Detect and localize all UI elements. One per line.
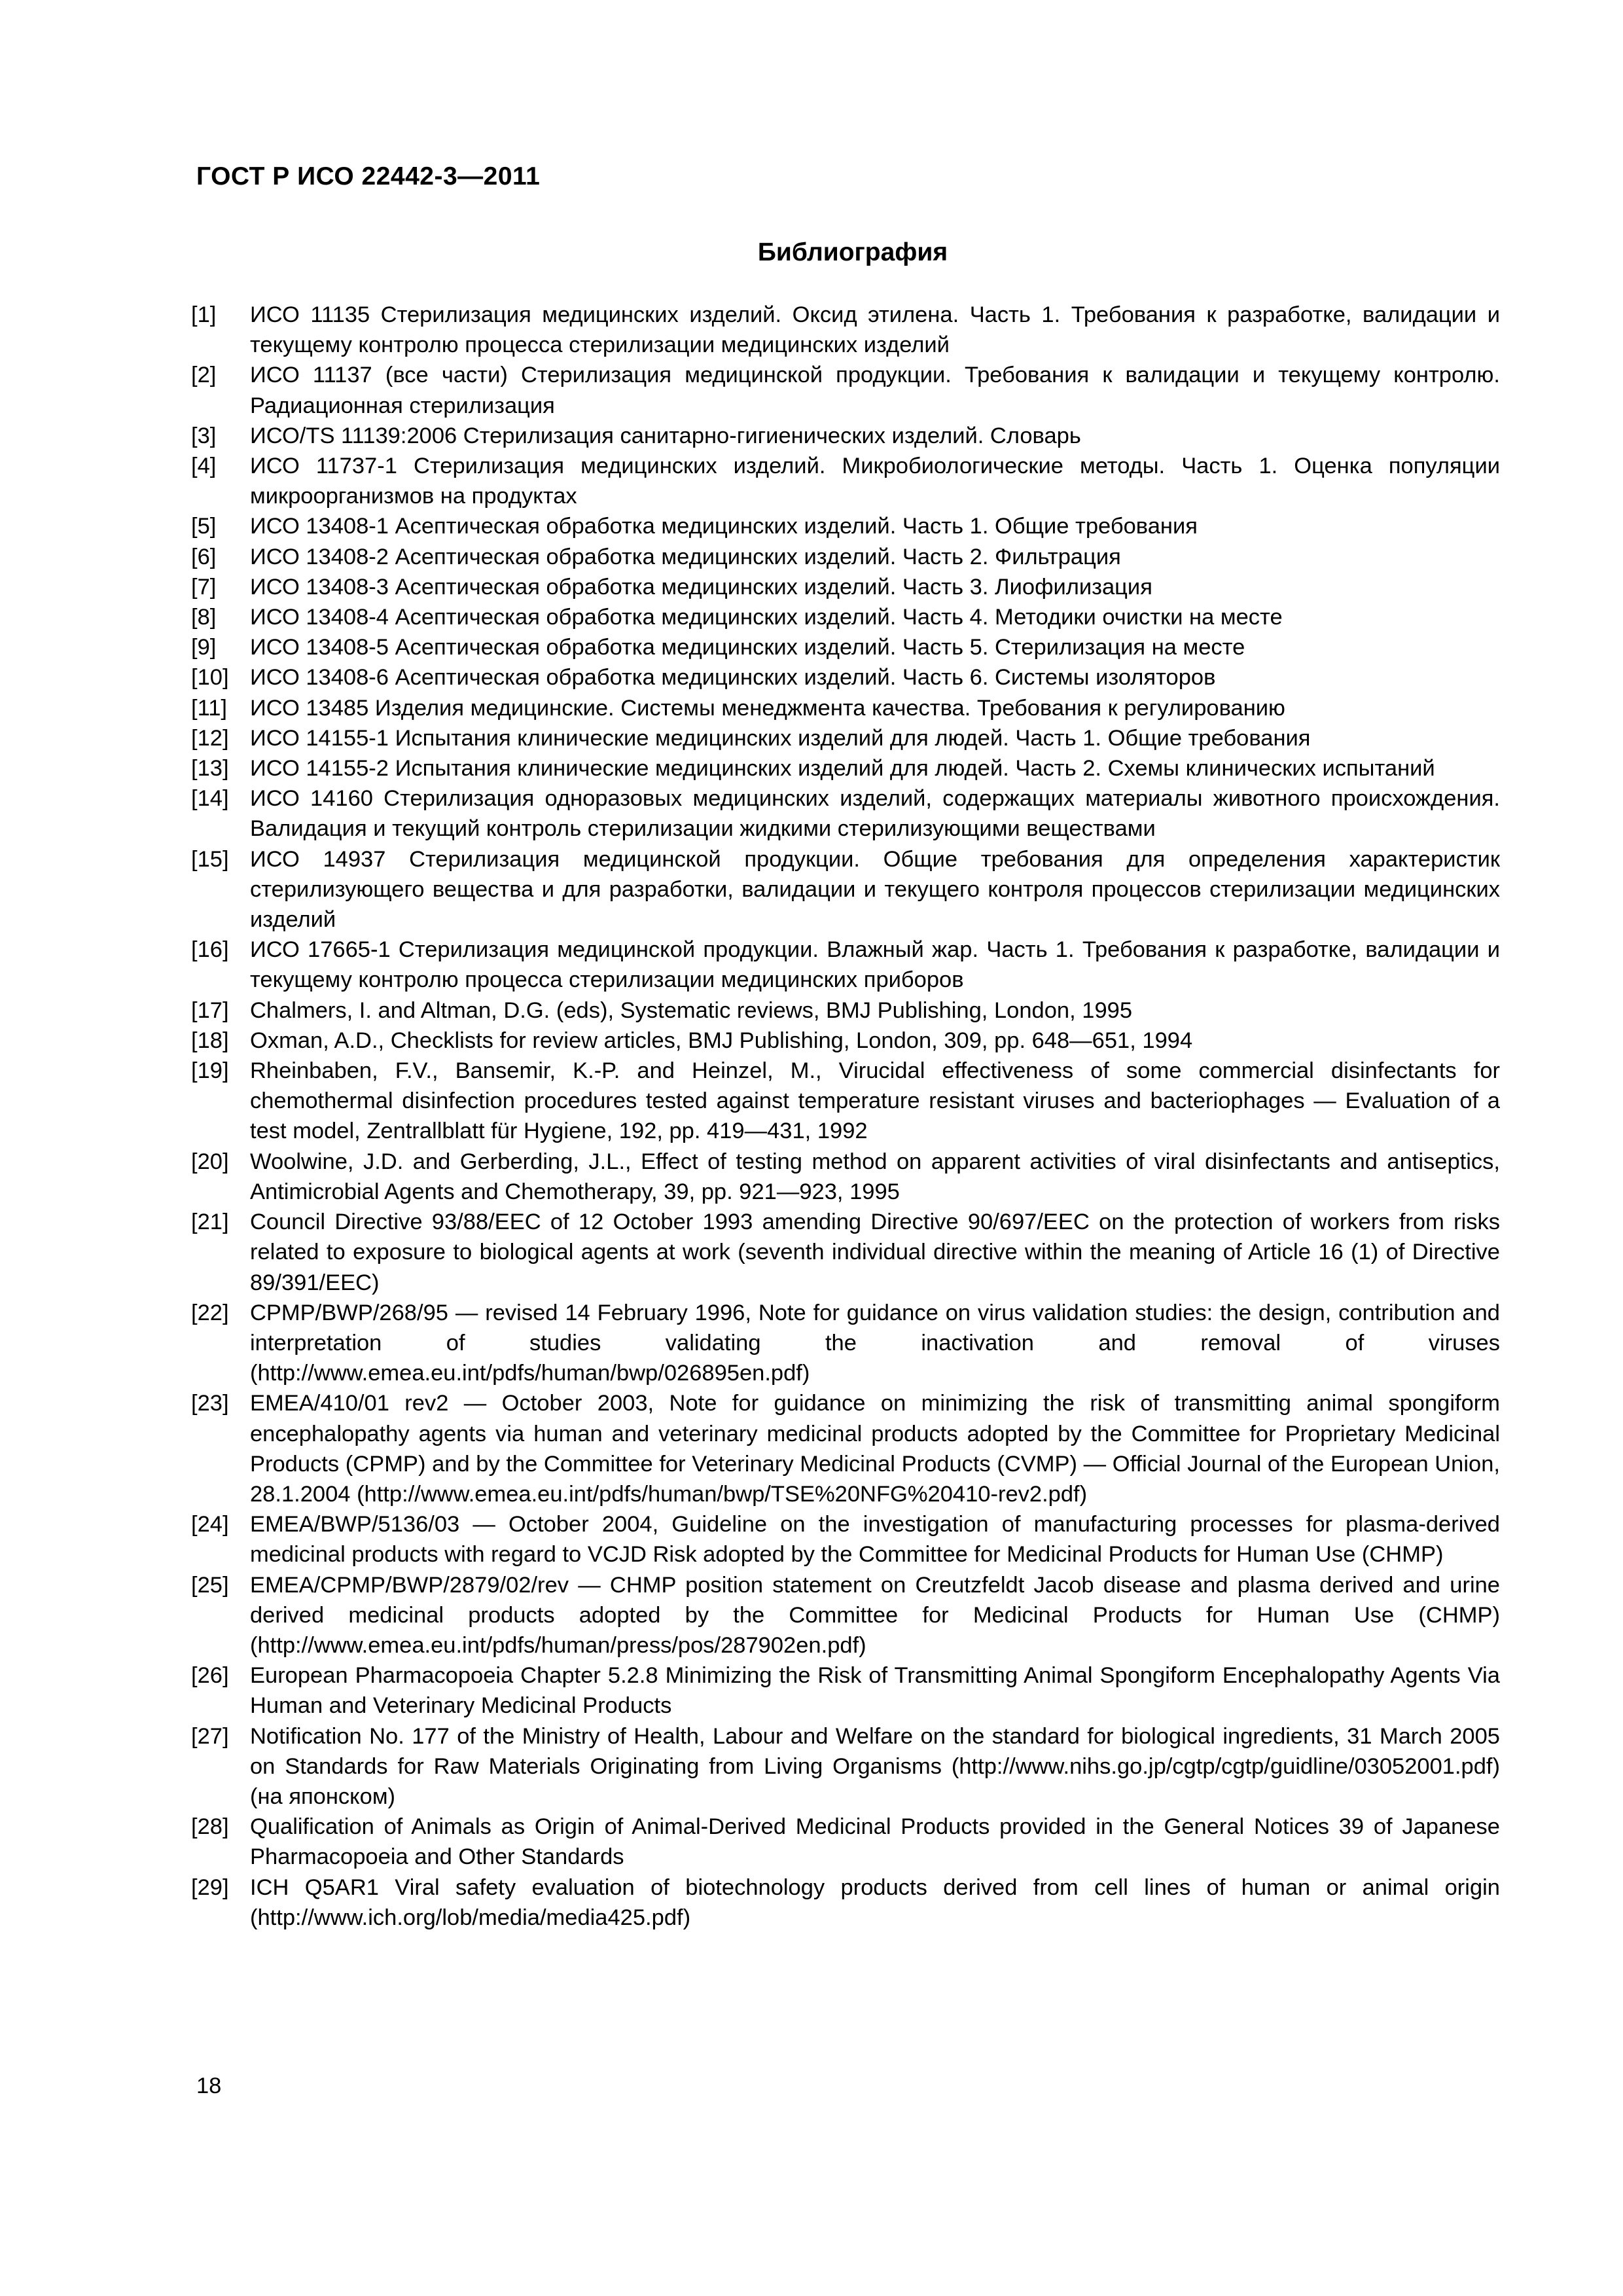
reference-text: ИСО 13485 Изделия медицинские. Системы менеджмента качества. Требования к регулированию	[250, 695, 1285, 721]
reference-number: [8]	[191, 605, 217, 630]
reference-text: ИСО 14937 Стерилизация медицинской продукции. Общие требования для определения характеристик стерилизующего вещества и для разработки, валидации и текущего контроля процессов стерилизации медицинских изделий	[250, 846, 1500, 933]
reference-text: ИСО 13408-5 Асептическая обработка медицинских изделий. Часть 5. Стерилизация на месте	[250, 635, 1245, 660]
reference-number: [17]	[191, 997, 229, 1023]
list-item	[191, 1721, 1500, 1812]
reference-number: [11]	[191, 695, 227, 721]
reference-number: [2]	[191, 363, 217, 388]
reference-number: [22]	[191, 1300, 229, 1325]
list-item	[191, 693, 1500, 723]
list-item	[191, 1147, 1500, 1207]
reference-number: [29]	[191, 1874, 229, 1900]
reference-text: CPMP/BWP/268/95 — revised 14 February 1996, Note for guidance on virus validation studies: the design, contribution and interpretation of studies validating the inactivation and removal of viruses (http://www.emea.eu.int/pdfs/human/bwp/026895en.pdf)	[250, 1300, 1500, 1386]
reference-number: [21]	[191, 1210, 229, 1235]
reference-number: [26]	[191, 1663, 229, 1689]
reference-text: Council Directive 93/88/EEC of 12 October 1993 amending Directive 90/697/EEC on the protection of workers from risks related to exposure to biological agents at work (seventh individual directive within the meaning of Article 16 (1) of Directive 89/391/EEC)	[250, 1210, 1500, 1295]
list-item	[191, 935, 1500, 995]
reference-text: Notification No. 177 of the Ministry of Health, Labour and Welfare on the standard for biological ingredients, 31 March 2005 on Standards for Raw Materials Originating from Living Organisms (http://www.nihs.go.jp/cgtp/cgtp/guidline/03052001.pdf) (на японском)	[250, 1723, 1500, 1809]
section-title	[0, 238, 1623, 267]
list-item	[191, 300, 1500, 360]
reference-number: [23]	[191, 1391, 229, 1416]
reference-text: ИСО 13408-6 Асептическая обработка медицинских изделий. Часть 6. Системы изоляторов	[250, 665, 1216, 691]
reference-text: ИСО 13408-4 Асептическая обработка медицинских изделий. Часть 4. Методики очистки на месте	[250, 605, 1283, 630]
reference-text: Woolwine, J.D. and Gerberding, J.L., Effect of testing method on apparent activities of viral disinfectants and antiseptics, Antimicrobial Agents and Chemotherapy, 39, pp. 921—923, 1995	[250, 1149, 1500, 1204]
reference-text: European Pharmacopoeia Chapter 5.2.8 Minimizing the Risk of Transmitting Animal Spongiform Encephalopathy Agents Via Human and Veterinary Medicinal Products	[250, 1663, 1500, 1719]
reference-number: [20]	[191, 1149, 229, 1174]
reference-text: ИСО 11135 Стерилизация медицинских изделий. Оксид этилена. Часть 1. Требования к разработке, валидации и текущему контролю процесса стерилизации медицинских изделий	[250, 302, 1500, 358]
reference-text: Chalmers, I. and Altman, D.G. (eds), Systematic reviews, BMJ Publishing, London, 1995	[250, 997, 1133, 1023]
reference-text: EMEA/410/01 rev2 — October 2003, Note for guidance on minimizing the risk of transmitting animal spongiform encephalopathy agents via human and veterinary medicinal products adopted by the Committee for Proprietary Medicinal Products (CPMP) and by the Committee for Veterinary Medicinal Products (CVMP) — Official Journal of the European Union, 28.1.2004 (http://www.emea.eu.int/pdfs/human/bwp/TSE%20NFG%20410-rev2.pdf)	[250, 1391, 1500, 1507]
reference-number: [6]	[191, 544, 217, 569]
reference-text: Qualification of Animals as Origin of Animal-Derived Medicinal Products provided in the General Notices 39 of Japanese Pharmacopoeia and Other Standards	[250, 1814, 1500, 1870]
list-item	[191, 662, 1500, 692]
reference-number: [28]	[191, 1814, 229, 1840]
reference-text: ИСО 11137 (все части) Стерилизация медицинской продукции. Требования к валидации и текущему контролю. Радиационная стерилизация	[250, 363, 1500, 418]
reference-text: ИСО 14155-2 Испытания клинические медицинских изделий для людей. Часть 2. Схемы клинических испытаний	[250, 756, 1435, 781]
list-item	[191, 1056, 1500, 1147]
list-item	[191, 1298, 1500, 1389]
reference-number: [9]	[191, 635, 217, 660]
page-number: 18	[196, 2073, 222, 2098]
reference-number: [14]	[191, 786, 229, 812]
list-item	[191, 572, 1500, 602]
reference-text: ИСО 17665-1 Стерилизация медицинской продукции. Влажный жар. Часть 1. Требования к разработке, валидации и текущему контролю процесса стерилизации медицинских приборов	[250, 937, 1500, 993]
reference-text: ИСО 11737-1 Стерилизация медицинских изделий. Микробиологические методы. Часть 1. Оценка популяции микроорганизмов на продуктах	[250, 454, 1500, 509]
list-item	[191, 1026, 1500, 1056]
list-item	[191, 1509, 1500, 1570]
reference-number: [15]	[191, 846, 229, 872]
reference-number: [16]	[191, 937, 229, 963]
reference-text: ИСО 13408-2 Асептическая обработка медицинских изделий. Часть 2. Фильтрация	[250, 544, 1121, 569]
reference-number: [19]	[191, 1058, 229, 1084]
reference-text: ICH Q5AR1 Viral safety evaluation of biotechnology products derived from cell lines of human or animal origin (http://www.ich.org/lob/media/media425.pdf)	[250, 1874, 1500, 1930]
reference-number: [25]	[191, 1572, 229, 1598]
list-item	[191, 421, 1500, 451]
reference-number: [27]	[191, 1723, 229, 1749]
list-item	[191, 844, 1500, 935]
list-item	[191, 1812, 1500, 1872]
reference-text: ИСО 13408-3 Асептическая обработка медицинских изделий. Часть 3. Лиофилизация	[250, 574, 1152, 600]
reference-text: EMEA/CPMP/BWP/2879/02/rev — CHMP position statement on Creutzfeldt Jacob disease and plasma derived and urine derived medicinal products adopted by the Committee for Medicinal Products for Human Use (CHMP) (http://www.emea.eu.int/pdfs/human/press/pos/287902en.pdf)	[250, 1572, 1500, 1658]
list-item	[191, 753, 1500, 783]
list-item	[191, 602, 1500, 632]
reference-text: EMEA/BWP/5136/03 — October 2004, Guideline on the investigation of manufacturing processes for plasma-derived medicinal products with regard to VCJD Risk adopted by the Committee for Medicinal Products for Human Use (CHMP)	[250, 1512, 1500, 1568]
reference-number: [12]	[191, 725, 229, 751]
reference-number: [18]	[191, 1028, 229, 1053]
list-item	[191, 360, 1500, 420]
reference-text: Oxman, A.D., Checklists for review articles, BMJ Publishing, London, 309, pp. 648—651, 1994	[250, 1028, 1193, 1053]
reference-number: [1]	[191, 302, 217, 327]
list-item	[191, 783, 1500, 844]
reference-number: [24]	[191, 1512, 229, 1537]
list-item	[191, 451, 1500, 511]
reference-text: ИСО/TS 11139:2006 Стерилизация санитарно-гигиенических изделий. Словарь	[250, 423, 1081, 448]
reference-text: ИСО 14160 Стерилизация одноразовых медицинских изделий, содержащих материалы животного происхождения. Валидация и текущий контроль стерилизации жидкими стерилизующими веществами	[250, 786, 1500, 842]
bibliography-list	[191, 300, 1500, 1933]
list-item	[191, 1207, 1500, 1298]
list-item	[191, 511, 1500, 541]
section-title-text: Библиография	[757, 238, 948, 266]
document-header: ГОСТ Р ИСО 22442-3—2011	[196, 162, 541, 190]
list-item	[191, 1873, 1500, 1933]
reference-number: [7]	[191, 574, 217, 600]
list-item	[191, 1388, 1500, 1509]
list-item	[191, 632, 1500, 662]
reference-number: [10]	[191, 665, 229, 691]
reference-number: [13]	[191, 756, 229, 781]
reference-number: [5]	[191, 514, 217, 539]
list-item	[191, 1660, 1500, 1721]
reference-text: ИСО 13408-1 Асептическая обработка медицинских изделий. Часть 1. Общие требования	[250, 514, 1198, 539]
reference-text: Rheinbaben, F.V., Bansemir, K.-P. and Heinzel, M., Virucidal effectiveness of some commercial disinfectants for chemothermal disinfection procedures tested against temperature resistant viruses and bacteriophages — Evaluation of a test model, Zentrallblatt für Hygiene, 192, pp. 419—431, 1992	[250, 1058, 1500, 1144]
reference-number: [3]	[191, 423, 217, 448]
list-item	[191, 542, 1500, 572]
reference-text: ИСО 14155-1 Испытания клинические медицинских изделий для людей. Часть 1. Общие требования	[250, 725, 1311, 751]
list-item	[191, 996, 1500, 1026]
list-item	[191, 1570, 1500, 1661]
list-item	[191, 723, 1500, 753]
reference-number: [4]	[191, 454, 217, 479]
